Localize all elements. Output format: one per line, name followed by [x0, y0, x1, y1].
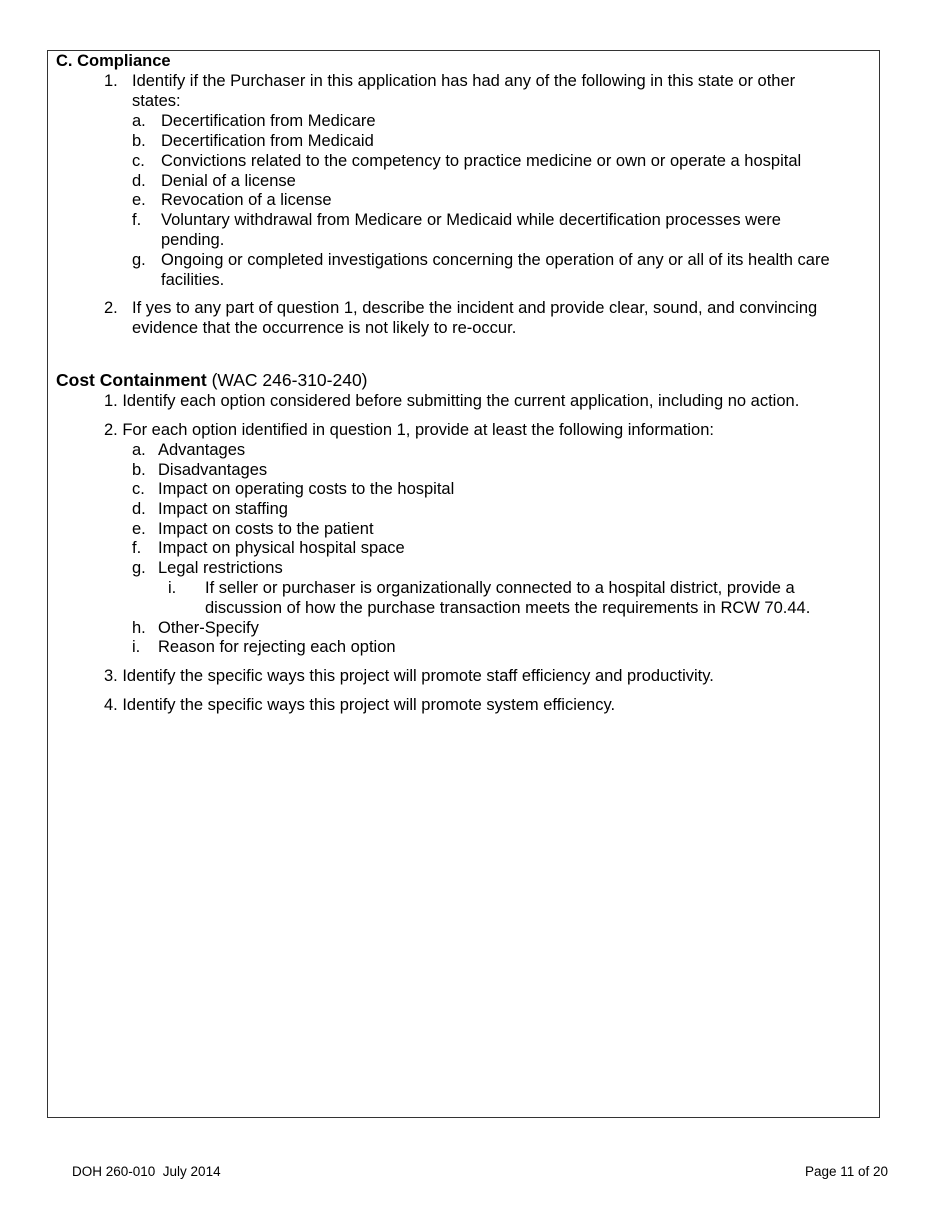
compliance-item-letter: g. — [132, 251, 146, 269]
compliance-item-text-line1: Ongoing or completed investigations concerning the operation of any or all of its health care — [161, 251, 830, 269]
compliance-q2-number: 2. — [104, 299, 118, 317]
compliance-item-letter: d. — [132, 172, 146, 190]
compliance-item-letter: e. — [132, 191, 146, 209]
compliance-item-text-line2: facilities. — [161, 271, 225, 289]
cost-item-letter: e. — [132, 520, 146, 538]
cost-item-text: Reason for rejecting each option — [158, 638, 396, 656]
cost-item-text: Disadvantages — [158, 461, 268, 479]
cost-item-text: Legal restrictions — [158, 559, 283, 577]
cost-q2-text: 2. For each option identified in question 1, provide at least the following information: — [104, 421, 714, 439]
compliance-q2-text-line2: evidence that the occurrence is not likely to re-occur. — [132, 319, 517, 337]
compliance-item-letter: c. — [132, 152, 145, 170]
cost-item-text: Impact on operating costs to the hospital — [158, 480, 455, 498]
compliance-item-text: Revocation of a license — [161, 191, 332, 209]
compliance-q2-text-line1: If yes to any part of question 1, describe the incident and provide clear, sound, and convincing — [132, 299, 818, 317]
compliance-item-text-line2: pending. — [161, 231, 225, 249]
compliance-heading: C. Compliance — [56, 52, 171, 70]
cost-heading-title: Cost Containment — [56, 370, 207, 390]
compliance-item-letter: b. — [132, 132, 146, 150]
cost-q1-text: 1. Identify each option considered before submitting the current application, including no action. — [104, 392, 800, 410]
compliance-item-text: Decertification from Medicare — [161, 112, 376, 130]
cost-containment-heading — [56, 370, 368, 390]
compliance-item-text: Convictions related to the competency to practice medicine or own or operate a hospital — [161, 152, 802, 170]
cost-item-letter: a. — [132, 441, 146, 459]
cost-item-text: Impact on staffing — [158, 500, 288, 518]
footer-form-id: DOH 260-010 July 2014 — [72, 1164, 221, 1179]
compliance-q1-number: 1. — [104, 72, 118, 90]
cost-item-text: Impact on physical hospital space — [158, 539, 405, 557]
compliance-item-letter: a. — [132, 112, 146, 130]
compliance-q1-text-line1: Identify if the Purchaser in this application has had any of the following in this state or other — [132, 72, 796, 90]
compliance-item-letter: f. — [132, 211, 142, 229]
cost-item-letter: b. — [132, 461, 146, 479]
compliance-item-text: Decertification from Medicaid — [161, 132, 374, 150]
cost-item-text: Other-Specify — [158, 619, 259, 637]
cost-item-letter: g. — [132, 559, 146, 577]
compliance-q1-text-line2: states: — [132, 92, 181, 110]
cost-subitem-text-line2: discussion of how the purchase transaction meets the requirements in RCW 70.44. — [205, 599, 811, 617]
cost-item-text: Advantages — [158, 441, 246, 459]
cost-item-text: Impact on costs to the patient — [158, 520, 374, 538]
cost-item-letter: f. — [132, 539, 142, 557]
compliance-item-text-line1: Voluntary withdrawal from Medicare or Medicaid while decertification processes were — [161, 211, 781, 229]
cost-item-letter: h. — [132, 619, 146, 637]
cost-q3-text: 3. Identify the specific ways this project will promote staff efficiency and productivity. — [104, 667, 714, 685]
cost-item-letter: d. — [132, 500, 146, 518]
cost-subitem-text-line1: If seller or purchaser is organizationally connected to a hospital district, provide a — [205, 579, 795, 597]
cost-heading-reference: (WAC 246-310-240) — [206, 370, 368, 390]
footer-page-number: Page 11 of 20 — [805, 1164, 889, 1179]
cost-item-letter: c. — [132, 480, 145, 498]
cost-item-letter: i. — [132, 638, 141, 656]
cost-subitem-number: i. — [168, 579, 177, 597]
cost-q4-text: 4. Identify the specific ways this project will promote system efficiency. — [104, 696, 616, 714]
compliance-item-text: Denial of a license — [161, 172, 296, 190]
